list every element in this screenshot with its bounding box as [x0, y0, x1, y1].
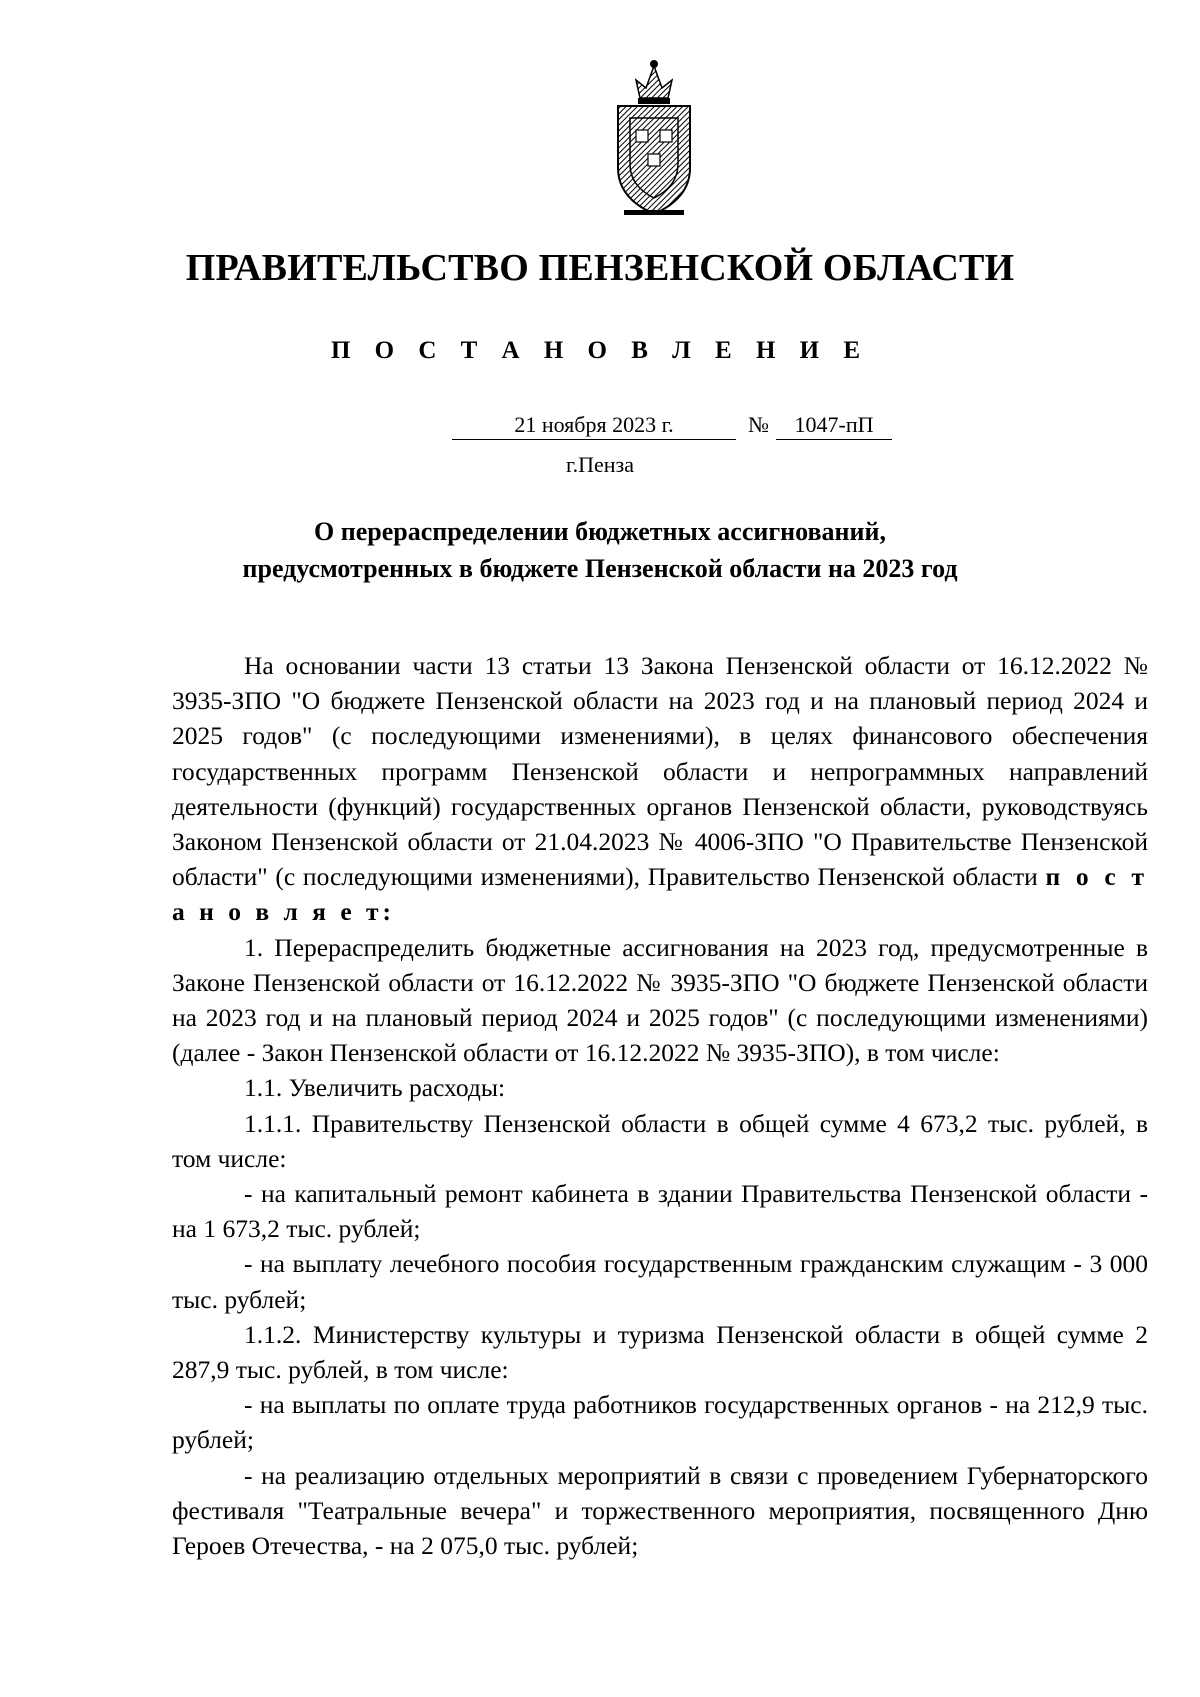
list-item: - на выплату лечебного пособия государственным гражданским служащим - 3 000 тыс. рублей; — [172, 1249, 1148, 1314]
document-city: г.Пенза — [566, 452, 634, 477]
date-number-row — [0, 411, 1200, 443]
document-type: П О С Т А Н О В Л Е Н И Е — [330, 337, 870, 364]
paragraph-1: 1. Перераспределить бюджетные ассигнования на 2023 год, предусмотренные в Законе Пензенской области от 16.12.2022 № 3935-ЗПО "О бюджете Пензенской области на 2023 год и на плановый период 2024 и 2025 годов" (с последующими изменениями) (далее - Закон Пензенской области от 16.12.2022 № 3935-ЗПО), в том числе: — [172, 932, 1148, 1068]
organization-title: ПРАВИТЕЛЬСТВО ПЕНЗЕНСКОЙ ОБЛАСТИ — [185, 247, 1015, 289]
list-item: - на выплаты по оплате труда работников государственных органов - на 212,9 тыс. рублей; — [172, 1390, 1148, 1455]
list-item: - на реализацию отдельных мероприятий в связи с проведением Губернаторского фестиваля "Театральные вечера" и торжественного мероприятия, посвященного Дню Героев Отечества, - на 2 075,0 тыс. рублей; — [172, 1460, 1148, 1561]
subject-line-1: О перераспределении бюджетных ассигнований, — [314, 517, 886, 546]
paragraph-1-1-2: 1.1.2. Министерству культуры и туризма Пензенской области в общей сумме 2 287,9 тыс. рублей, в том числе: — [172, 1319, 1148, 1385]
paragraph-1-1: 1.1. Увеличить расходы: — [244, 1073, 506, 1103]
subject-line-2: предусмотренных в бюджете Пензенской области на 2023 год — [242, 554, 958, 583]
list-item: - на капитальный ремонт кабинета в здании Правительства Пензенской области - на 1 673,2 тыс. рублей; — [172, 1179, 1148, 1244]
document-subject — [0, 513, 1200, 587]
document-number: 1047-пП — [776, 411, 892, 440]
document-date: 21 ноября 2023 г. — [452, 411, 736, 440]
paragraph-preamble — [172, 648, 1148, 930]
number-sign: № — [748, 412, 769, 437]
preamble-text: На основании части 13 статьи 13 Закона Пензенской области от 16.12.2022 № 3935-ЗПО "О бюджете Пензенской области на 2023 год и на плановый период 2024 и 2025 годов" (с последующими изменениями), в целях финансового обеспечения государственных программ Пензенской области и непрограммных направлений деятельности (функций) государственных органов Пензенской области, руководствуясь Законом Пензенской области от 21.04.2023 № 4006-ЗПО "О Правительстве Пензенской области" (с последующими изменениями), Правительство Пензенской области — [172, 651, 1148, 892]
coat-of-arms-icon — [606, 58, 702, 218]
resolves-text: п о с т а н о в л я е т: — [172, 862, 1148, 927]
paragraph-1-1-1: 1.1.1. Правительству Пензенской области в общей сумме 4 673,2 тыс. рублей, в том числе: — [172, 1108, 1148, 1173]
document-body — [172, 648, 1148, 1563]
